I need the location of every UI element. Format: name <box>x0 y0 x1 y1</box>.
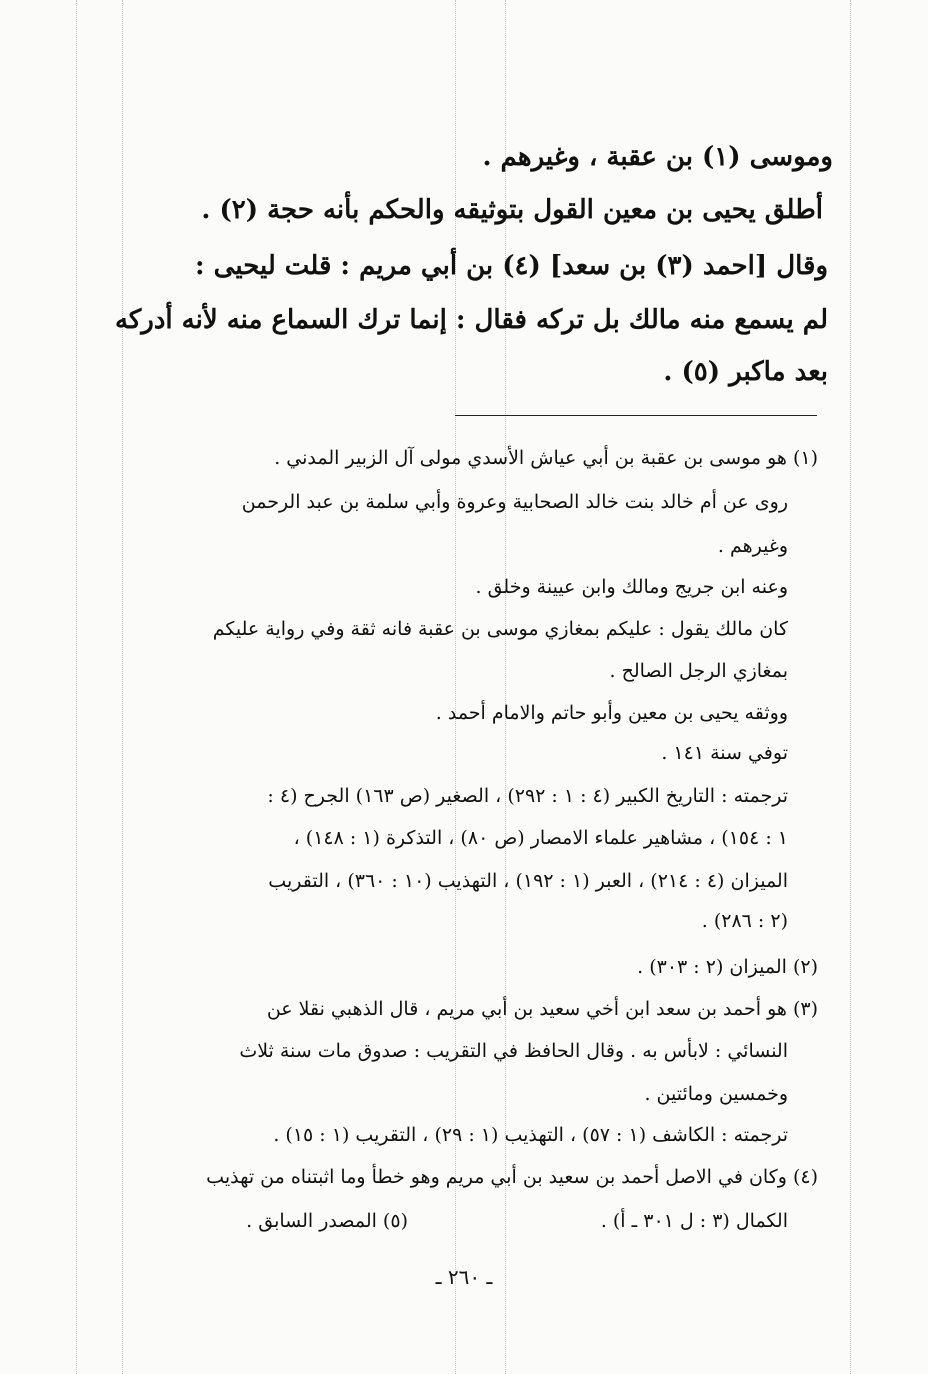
page-number: ـ ٢٦٠ ـ <box>435 1265 493 1289</box>
footnote-separator <box>455 415 817 416</box>
footnote-line: روى عن أم خالد بنت خالد الصحابية وعروة وأبي سلمة بن عبد الرحمن <box>241 491 788 513</box>
main-line: وقال [احمد (٣) بن سعد] (٤) بن أبي مريم : قلت ليحيى : <box>195 251 828 281</box>
footnote-line: (٢ : ٢٨٦) . <box>701 910 788 932</box>
footnote-line: وغيرهم . <box>717 535 788 557</box>
footnote-line: النسائي : لابأس به . وقال الحافظ في التقريب : صدوق مات سنة ثلاث <box>239 1040 788 1062</box>
footnote-line: (٣) هو أحمد بن سعد ابن أخي سعيد بن أبي مريم ، قال الذهبي نقلا عن <box>266 998 818 1020</box>
footnote-line: (٥) المصدر السابق . <box>246 1210 408 1232</box>
footnote-line: توفي سنة ١٤١ . <box>661 742 788 764</box>
margin-guide <box>76 0 77 1374</box>
margin-guide <box>122 0 123 1374</box>
footnote-line: (٢) الميزان (٢ : ٣٠٣) . <box>637 956 818 978</box>
footnote-line: بمغازي الرجل الصالح . <box>609 660 788 682</box>
footnote-line: الميزان (٤ : ٢١٤) ، العبر (١ : ١٩٢) ، التهذيب (١٠ : ٣٦٠) ، التقريب <box>268 870 788 892</box>
footnote-line: ترجمته : الكاشف (١ : ٥٧) ، التهذيب (١ : ٢٩) ، التقريب (١ : ١٥) . <box>273 1124 788 1146</box>
footnote-line: ترجمته : التاريخ الكبير (٤ : ١ : ٢٩٢) ، الصغير (ص ١٦٣) الجرح (٤ : <box>267 785 788 807</box>
main-line: أطلق يحيى بن معين القول بتوثيقه والحكم بأنه حجة (٢) . <box>201 195 823 225</box>
footnote-line: وعنه ابن جريج ومالك وابن عيينة وخلق . <box>475 576 788 598</box>
footnote-line: ١ : ١٥٤) ، مشاهير علماء الامصار (ص ٨٠) ، التذكرة (١ : ١٤٨) ، <box>293 827 788 849</box>
footnote-line: وخمسين ومائتين . <box>644 1083 788 1105</box>
footnote-line: ووثقه يحيى بن معين وأبو حاتم والامام أحمد . <box>435 702 788 724</box>
footnote-line: الكمال (٣ : ل ٣٠١ ـ أ) . <box>600 1210 788 1232</box>
footnote-line: (٤) وكان في الاصل أحمد بن سعيد بن أبي مريم وهو خطأ وما اثبتناه من تهذيب <box>206 1166 818 1188</box>
footnote-line: (١) هو موسى بن عقبة بن أبي عياش الأسدي مولى آل الزبير المدني . <box>274 447 818 469</box>
main-line: وموسى (١) بن عقبة ، وغيرهم . <box>482 142 833 172</box>
margin-guide <box>850 0 851 1374</box>
main-line: بعد ماكبر (٥) . <box>663 357 828 387</box>
main-line: لم يسمع منه مالك بل تركه فقال : إنما ترك السماع منه لأنه أدركه <box>114 305 828 335</box>
footnote-line: كان مالك يقول : عليكم بمغازي موسى بن عقبة فانه ثقة وفي رواية عليكم <box>212 618 788 640</box>
